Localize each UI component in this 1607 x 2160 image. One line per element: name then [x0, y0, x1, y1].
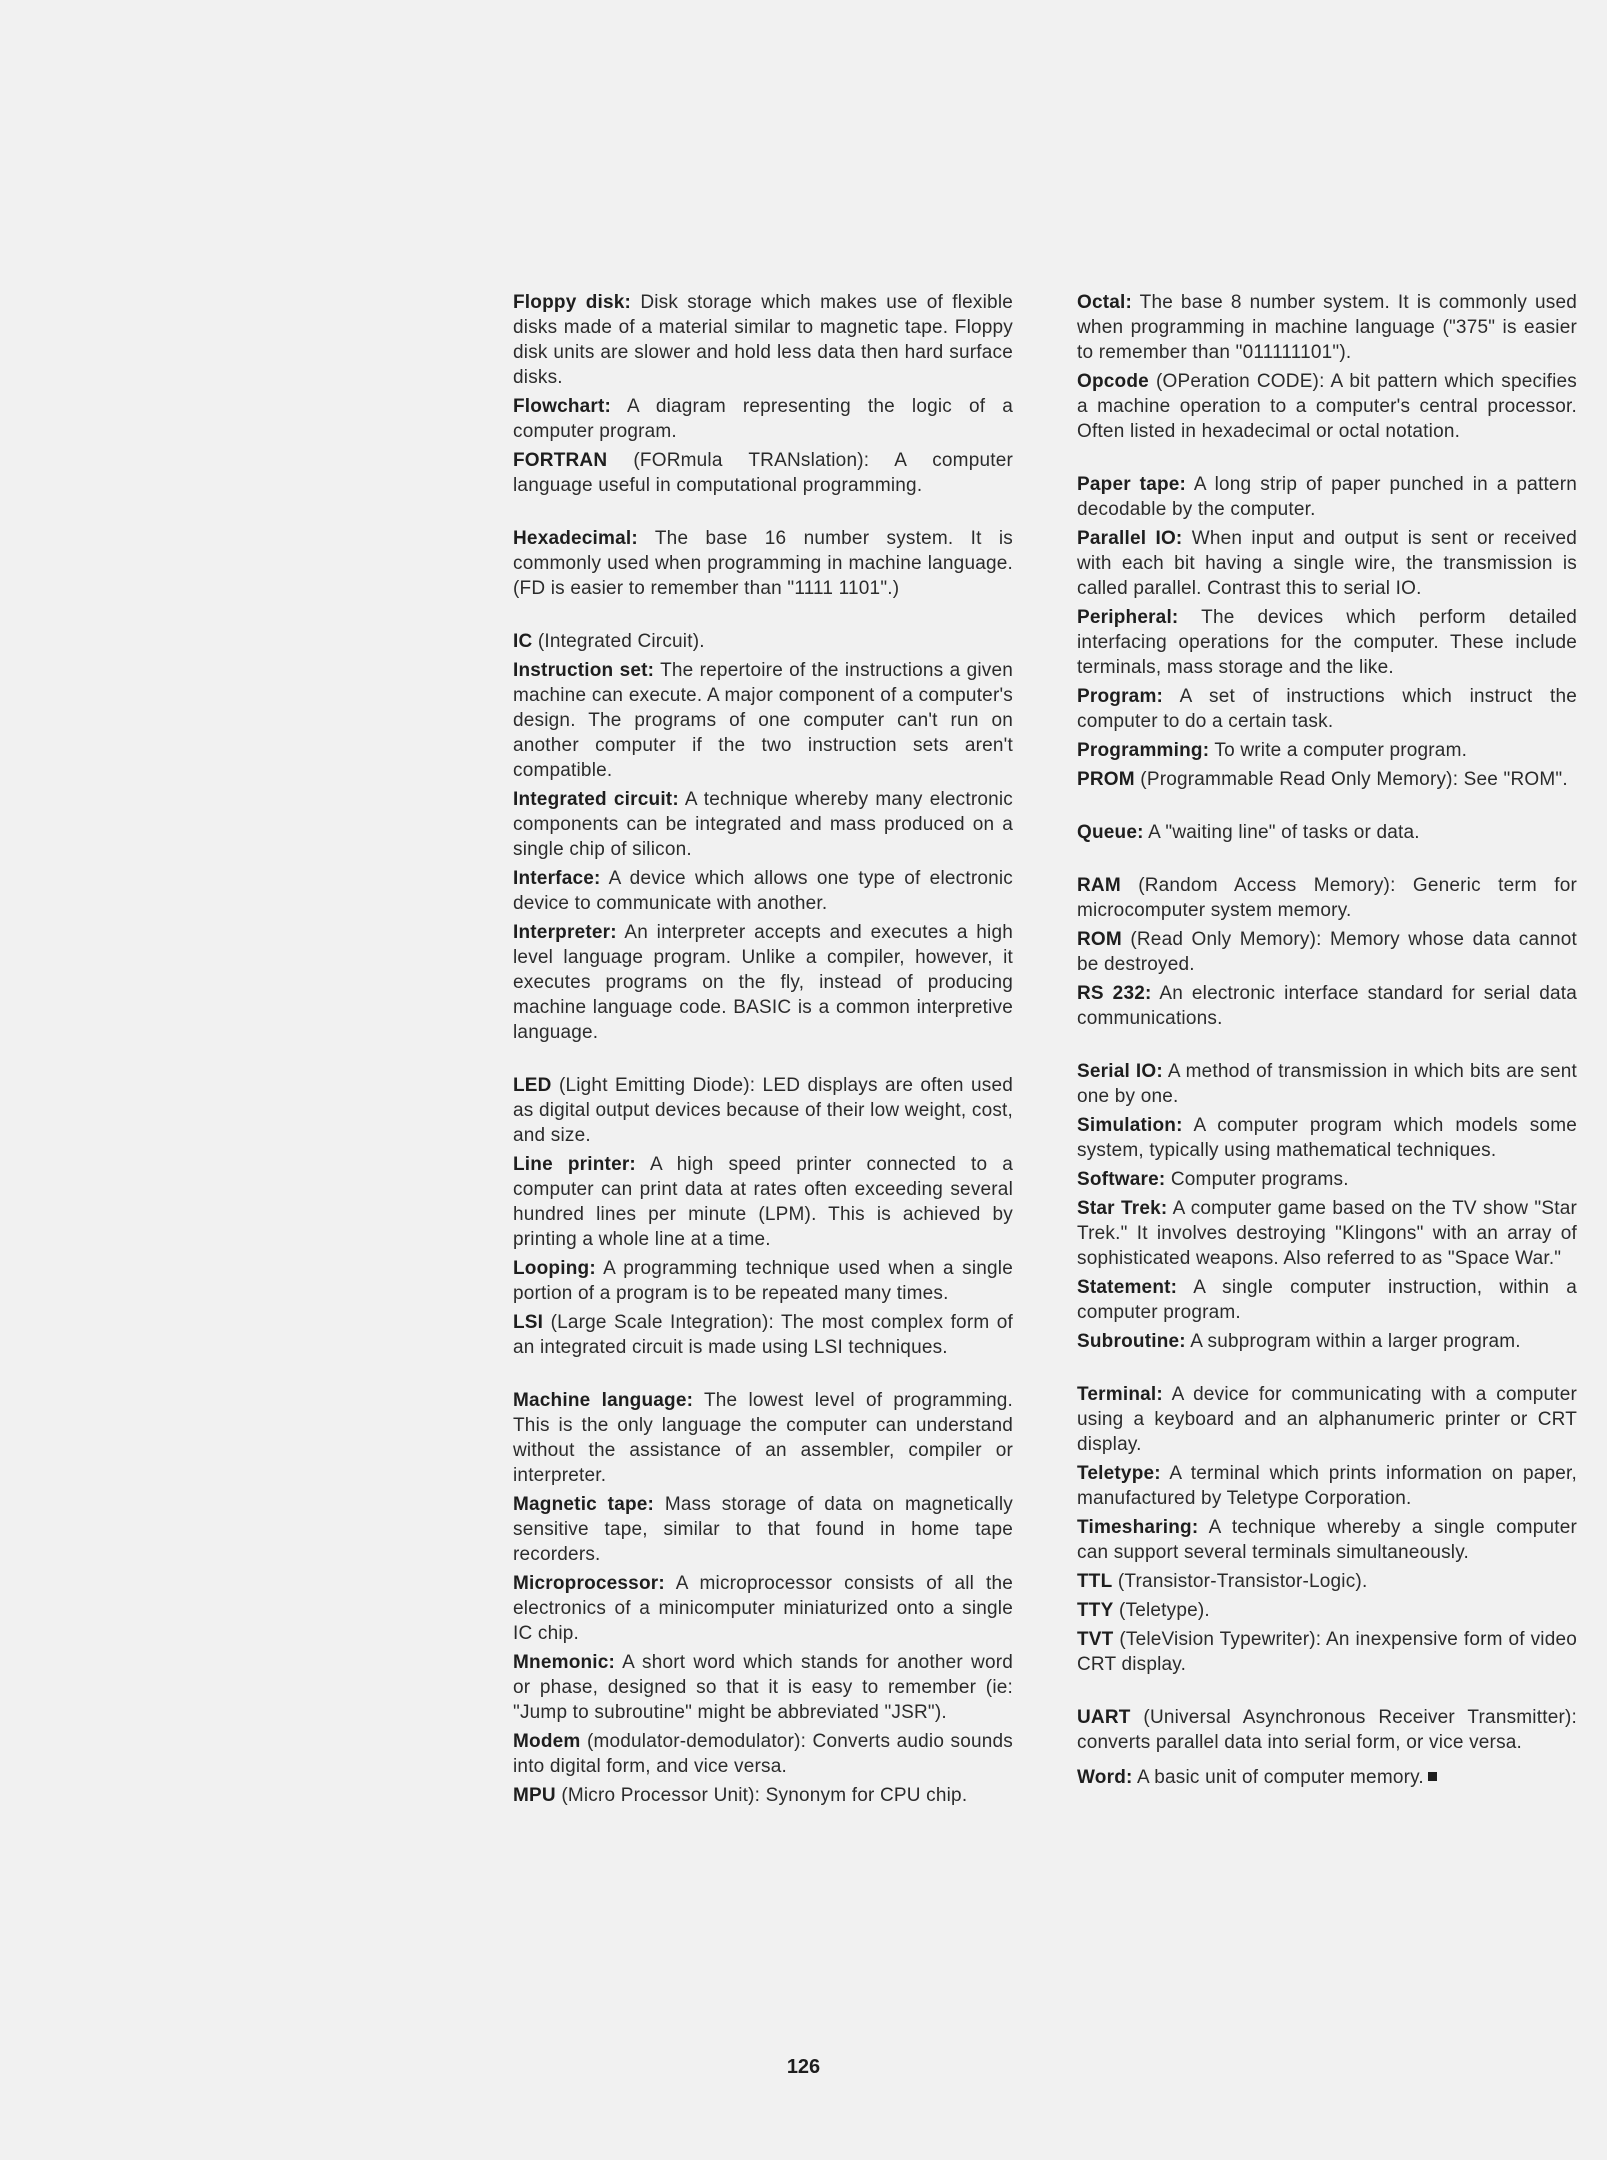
glossary-entry-word	[1077, 1765, 1577, 1790]
entry-definition: (Teletype).	[1118, 1600, 1210, 1621]
entry-term: Machine language:	[513, 1390, 694, 1411]
entry-term: Hexadecimal:	[513, 528, 638, 549]
glossary-entry-simulation	[1077, 1113, 1577, 1163]
entry-term: TTL	[1077, 1571, 1113, 1592]
entry-term: Paper tape:	[1077, 474, 1187, 495]
entry-term: Peripheral:	[1077, 607, 1179, 628]
entry-term: Interpreter:	[513, 922, 617, 943]
entry-definition: A device for communicating with a computer using a keyboard and an alphanumeric printer or CRT display.	[1077, 1384, 1578, 1455]
entry-definition: A programming technique used when a single portion of a program is to be repeated many times.	[513, 1258, 1013, 1304]
entry-definition: (Large Scale Integration): The most complex form of an integrated circuit is made using LSI techniques.	[513, 1312, 1013, 1358]
entry-definition: (Universal Asynchronous Receiver Transmitter): converts parallel data into serial form, or vice versa.	[1077, 1707, 1577, 1753]
glossary-entry-statement	[1077, 1275, 1577, 1325]
glossary-entry-floppy-disk	[513, 290, 1013, 390]
entry-term: ROM	[1077, 929, 1122, 950]
glossary-entry-star-trek	[1077, 1196, 1577, 1271]
entry-term: Integrated circuit:	[513, 789, 679, 810]
glossary-entry-fortran	[513, 448, 1013, 498]
entry-definition: A high speed printer connected to a computer can print data at rates often exceeding several hundred lines per minute (LPM). This is achieved by printing a whole line at a time.	[513, 1154, 1014, 1250]
glossary-entry-octal	[1077, 290, 1577, 365]
entry-term: RAM	[1077, 875, 1121, 896]
entry-definition: The repertoire of the instructions a given machine can execute. A major component of a computer's design. The programs of one computer can't run on another computer if the two instruction sets aren't compatible.	[513, 660, 1014, 781]
glossary-entry-mnemonic	[513, 1650, 1013, 1725]
entry-definition: A technique whereby many electronic components can be integrated and mass produced on a single chip of silicon.	[513, 789, 1014, 860]
entry-definition: An interpreter accepts and executes a high level language program. Unlike a compiler, however, it executes programs on the fly, instead of producing machine language code. BASIC is a common interpretive language.	[513, 922, 1014, 1043]
glossary-entry-rs-232	[1077, 981, 1577, 1031]
entry-term: Opcode	[1077, 371, 1149, 392]
entry-definition: A terminal which prints information on paper, manufactured by Teletype Corporation.	[1077, 1463, 1577, 1509]
glossary-entry-terminal	[1077, 1382, 1577, 1457]
glossary-entry-interpreter	[513, 920, 1013, 1045]
glossary-entry-hexadecimal	[513, 526, 1013, 601]
entry-term: Looping:	[513, 1258, 596, 1279]
entry-term: PROM	[1077, 769, 1135, 790]
glossary-right-column	[1077, 290, 1577, 1794]
entry-term: Serial IO:	[1077, 1061, 1163, 1082]
entry-definition: A technique whereby a single computer can support several terminals simultaneously.	[1077, 1517, 1577, 1563]
entry-definition: To write a computer program.	[1214, 740, 1468, 761]
entry-term: Teletype:	[1077, 1463, 1161, 1484]
glossary-entry-ram	[1077, 873, 1577, 923]
glossary-entry-line-printer	[513, 1152, 1013, 1252]
entry-term: RS 232:	[1077, 983, 1152, 1004]
glossary-entry-tvt	[1077, 1627, 1577, 1677]
glossary-entry-queue	[1077, 820, 1577, 845]
entry-definition: (Random Access Memory): Generic term for microcomputer system memory.	[1077, 875, 1577, 921]
glossary-entry-instruction-set	[513, 658, 1013, 783]
entry-definition: A computer game based on the TV show "Star Trek." It involves destroying "Klingons" with an array of sophisticated weapons. Also referred to as "Space War."	[1077, 1198, 1577, 1269]
entry-term: Software:	[1077, 1169, 1166, 1190]
glossary-entry-software	[1077, 1167, 1577, 1192]
glossary-entry-opcode	[1077, 369, 1577, 444]
page-number: 126	[786, 2056, 821, 2078]
entry-term: Simulation:	[1077, 1115, 1183, 1136]
entry-definition: The devices which perform detailed interfacing operations for the computer. These include terminals, mass storage and the like.	[1077, 607, 1578, 678]
entry-term: Terminal:	[1077, 1384, 1163, 1405]
glossary-entry-machine-language	[513, 1388, 1013, 1488]
entry-term: Octal:	[1077, 292, 1133, 313]
glossary-entry-prom	[1077, 767, 1577, 792]
glossary-entry-tty	[1077, 1598, 1577, 1623]
glossary-entry-serial-io	[1077, 1059, 1577, 1109]
entry-term: Floppy disk:	[513, 292, 632, 313]
entry-definition: Computer programs.	[1170, 1169, 1349, 1190]
entry-term: IC	[513, 631, 533, 652]
entry-definition: A computer program which models some system, typically using mathematical techniques.	[1077, 1115, 1577, 1161]
glossary-entry-interface	[513, 866, 1013, 916]
glossary-entry-subroutine	[1077, 1329, 1577, 1354]
entry-definition: (Programmable Read Only Memory): See "ROM".	[1140, 769, 1568, 790]
entry-definition: (TeleVision Typewriter): An inexpensive form of video CRT display.	[1077, 1629, 1578, 1675]
entry-term: Statement:	[1077, 1277, 1178, 1298]
entry-definition: A set of instructions which instruct the computer to do a certain task.	[1077, 686, 1577, 732]
glossary-entry-peripheral	[1077, 605, 1577, 680]
entry-definition: (modulator-demodulator): Converts audio sounds into digital form, and vice versa.	[513, 1731, 1013, 1777]
glossary-entry-ttl	[1077, 1569, 1577, 1594]
end-of-article-mark	[1428, 1772, 1437, 1781]
entry-definition: (Light Emitting Diode): LED displays are often used as digital output devices because of their low weight, cost, and size.	[513, 1075, 1014, 1146]
entry-definition: The base 16 number system. It is commonly used when programming in machine language. (FD is easier to remember than "1111 1101".)	[513, 528, 1013, 599]
entry-definition: A method of transmission in which bits are sent one by one.	[1077, 1061, 1578, 1107]
glossary-entry-magnetic-tape	[513, 1492, 1013, 1567]
entry-definition: A subprogram within a larger program.	[1190, 1331, 1521, 1352]
glossary-entry-lsi	[513, 1310, 1013, 1360]
entry-term: Magnetic tape:	[513, 1494, 655, 1515]
entry-definition: A "waiting line" of tasks or data.	[1148, 822, 1420, 843]
entry-term: Program:	[1077, 686, 1164, 707]
entry-term: LED	[513, 1075, 552, 1096]
entry-term: Interface:	[513, 868, 601, 889]
entry-term: Mnemonic:	[513, 1652, 616, 1673]
glossary-entry-rom	[1077, 927, 1577, 977]
entry-term: FORTRAN	[513, 450, 608, 471]
entry-definition: A short word which stands for another word or phase, designed so that it is easy to remember (ie: "Jump to subroutine" might be abbreviated "JSR").	[513, 1652, 1014, 1723]
glossary-entry-parallel-io	[1077, 526, 1577, 601]
glossary-entry-mpu	[513, 1783, 1013, 1808]
entry-term: Subroutine:	[1077, 1331, 1186, 1352]
entry-term: TTY	[1077, 1600, 1114, 1621]
entry-term: Queue:	[1077, 822, 1144, 843]
entry-definition: A long strip of paper punched in a pattern decodable by the computer.	[1077, 474, 1577, 520]
entry-definition: The base 8 number system. It is commonly used when programming in machine language ("375" is easier to remember than "011111101").	[1077, 292, 1578, 363]
entry-term: Modem	[513, 1731, 581, 1752]
glossary-entry-flowchart	[513, 394, 1013, 444]
glossary-left-column	[513, 290, 1013, 1812]
entry-term: Timesharing:	[1077, 1517, 1199, 1538]
glossary-entry-integrated-circuit	[513, 787, 1013, 862]
entry-definition: An electronic interface standard for serial data communications.	[1077, 983, 1577, 1029]
entry-term: Flowchart:	[513, 396, 612, 417]
entry-definition: (Transistor-Transistor-Logic).	[1117, 1571, 1368, 1592]
entry-definition: (Read Only Memory): Memory whose data cannot be destroyed.	[1077, 929, 1578, 975]
entry-term: LSI	[513, 1312, 544, 1333]
entry-definition: A microprocessor consists of all the electronics of a minicomputer miniaturized onto a single IC chip.	[513, 1573, 1014, 1644]
glossary-entry-microprocessor	[513, 1571, 1013, 1646]
entry-term: Instruction set:	[513, 660, 655, 681]
glossary-entry-looping	[513, 1256, 1013, 1306]
glossary-entry-paper-tape	[1077, 472, 1577, 522]
glossary-entry-program	[1077, 684, 1577, 734]
entry-definition: When input and output is sent or received with each bit having a single wire, the transmission is called parallel. Contrast this to serial IO.	[1077, 528, 1578, 599]
glossary-entry-ic	[513, 629, 1013, 654]
entry-term: MPU	[513, 1785, 556, 1806]
entry-definition: Mass storage of data on magnetically sensitive tape, similar to that found in home tape recorders.	[513, 1494, 1013, 1565]
entry-definition: A single computer instruction, within a computer program.	[1077, 1277, 1577, 1323]
glossary-entry-uart	[1077, 1705, 1577, 1755]
entry-definition: (Micro Processor Unit): Synonym for CPU chip.	[561, 1785, 968, 1806]
entry-definition: A device which allows one type of electronic device to communicate with another.	[513, 868, 1013, 914]
entry-definition: Disk storage which makes use of flexible disks made of a material similar to magnetic tape. Floppy disk units are slower and hold less data then hard surface disks.	[513, 292, 1014, 388]
entry-definition: A basic unit of computer memory.	[1136, 1767, 1424, 1788]
entry-term: Star Trek:	[1077, 1198, 1168, 1219]
entry-definition: (OPeration CODE): A bit pattern which specifies a machine operation to a computer's central processor. Often listed in hexadecimal or octal notation.	[1077, 371, 1577, 442]
glossary-entry-modem	[513, 1729, 1013, 1779]
glossary-entry-timesharing	[1077, 1515, 1577, 1565]
entry-term: UART	[1077, 1707, 1131, 1728]
entry-term: Programming:	[1077, 740, 1210, 761]
entry-definition: The lowest level of programming. This is the only language the computer can understand without the assistance of an assembler, compiler or interpreter.	[513, 1390, 1013, 1486]
glossary-entry-teletype	[1077, 1461, 1577, 1511]
entry-term: Microprocessor:	[513, 1573, 665, 1594]
entry-term: Word:	[1077, 1767, 1133, 1788]
entry-definition: A diagram representing the logic of a computer program.	[513, 396, 1013, 442]
entry-definition: (Integrated Circuit).	[537, 631, 705, 652]
glossary-entry-programming	[1077, 738, 1577, 763]
glossary-entry-led	[513, 1073, 1013, 1148]
entry-term: TVT	[1077, 1629, 1114, 1650]
entry-term: Parallel IO:	[1077, 528, 1183, 549]
entry-definition: (FORmula TRANslation): A computer language useful in computational programming.	[513, 450, 1013, 496]
entry-term: Line printer:	[513, 1154, 636, 1175]
